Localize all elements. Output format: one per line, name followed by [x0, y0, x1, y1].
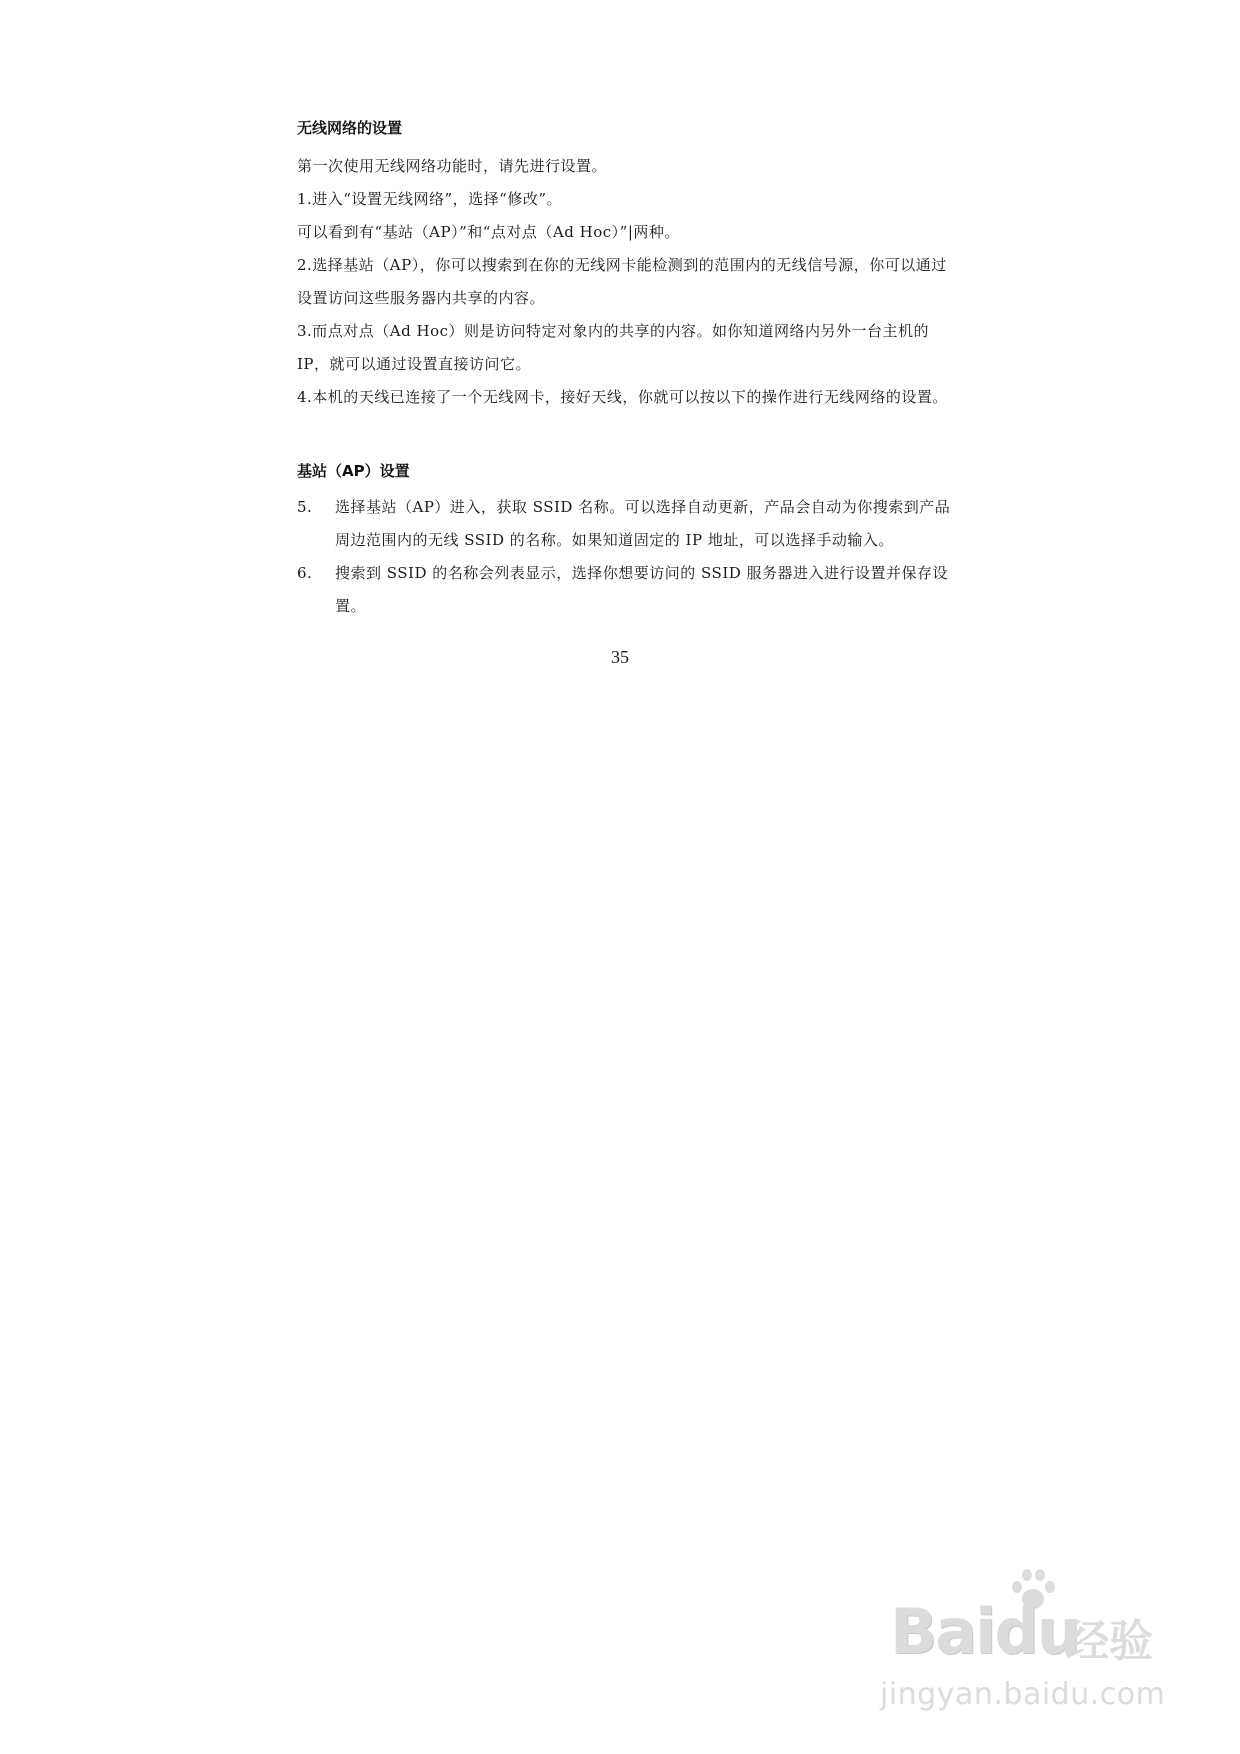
list-item	[297, 557, 957, 623]
page-content	[297, 118, 957, 623]
watermark-cn: 经验	[1065, 1616, 1153, 1667]
paragraph: 第一次使用无线网络功能时，请先进行设置。	[297, 157, 608, 175]
paragraph: 2.选择基站（AP），你可以搜索到在你的无线网卡能检测到的范围内的无线信号源，你可以通过设置访问这些服务器内共享的内容。	[297, 256, 947, 307]
list-number: 5.	[297, 498, 313, 516]
list-text: 搜索到 SSID 的名称会列表显示，选择你想要访问的 SSID 服务器进入进行设置并保存设置。	[335, 564, 949, 615]
paragraph: 可以看到有“基站（AP）”和“点对点（Ad Hoc）”|两种。	[297, 223, 680, 241]
watermark-url: jingyan.baidu.com	[880, 1677, 1166, 1712]
paragraph: 4.本机的天线已连接了一个无线网卡，接好天线，你就可以按以下的操作进行无线网络的设置。	[297, 388, 948, 406]
spacer	[297, 414, 957, 447]
list-number: 6.	[297, 564, 313, 582]
list-text: 选择基站（AP）进入，获取 SSID 名称。可以选择自动更新，产品会自动为你搜索到产品周边范围内的无线 SSID 的名称。如果知道固定的 IP 地址，可以选择手动输入。	[335, 498, 951, 549]
page-number: 35	[611, 647, 629, 667]
watermark-logo: Baidu	[890, 1595, 1079, 1668]
baidu-jingyan-watermark	[880, 1565, 1180, 1715]
section-title-ap-setup: 基站（AP）设置	[297, 462, 410, 480]
list-item	[297, 491, 957, 557]
paragraph: 3.而点对点（Ad Hoc）则是访问特定对象内的共享的内容。如你知道网络内另外一台主机的 IP，就可以通过设置直接访问它。	[297, 322, 930, 373]
paragraph: 1.进入“设置无线网络”，选择“修改”。	[297, 190, 562, 208]
section-title-wireless-setup: 无线网络的设置	[297, 119, 403, 137]
